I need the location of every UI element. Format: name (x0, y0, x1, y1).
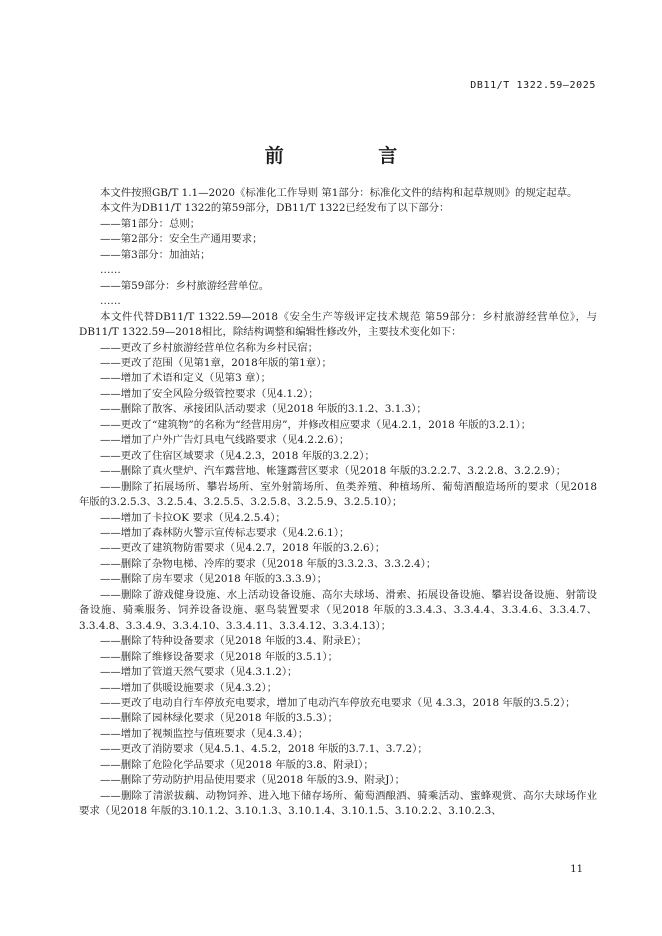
list-item: ——更改了“建筑物”的名称为“经营用房”，并修改相应要求（见4.2.1，2018 年版的3.2.1）； (100, 418, 532, 431)
list-item: ——增加了视频监控与值班要求（见4.3.4）； (100, 727, 309, 740)
standard-code-header: DB11/T 1322.59—2025 (470, 80, 596, 91)
list-item: ——删除了特种设备要求（见2018 年版的3.4、附录E）； (100, 635, 367, 648)
page-title: 前 言 (264, 145, 442, 167)
list-item: ——增加了管道天然气要求（见4.3.1.2）； (100, 666, 298, 679)
paragraph: 本文件代替DB11/T 1322.59—2018《安全生产等级评定技术规范 第59部分：乡村旅游经营单位》，与DB11/T 1322.59—2018相比，除结构调整和编辑性修改外，主要技术变化如下： (79, 310, 597, 339)
list-item: ——删除了游戏健身设施、水上活动设备设施、高尔夫球场、滑索、拓展设备设施、攀岩设备设施、射箭设备设施、骑乘服务、饲养设备设施、驱鸟装置要求（见2018 年版的3.3.4.3、3.3.4.4、3.3.4.6、3.3.4.7、3.3.4.8、3.3.4.9、3.3.4.10、3.3.4.11、3.3.4.12、3.3.4.13）； (79, 588, 597, 632)
list-item: ——删除了杂物电梯、冷库的要求（见2018 年版的3.3.2.3、3.3.2.4）； (100, 557, 437, 570)
list-item: ——更改了消防要求（见4.5.1、4.5.2，2018 年版的3.7.1、3.7.2）； (100, 743, 428, 756)
list-item: ——更改了范围（见第1章，2018年版的第1章）； (100, 356, 332, 369)
list-item: ——增加了森林防火警示宣传标志要求（见4.2.6.1）； (100, 526, 350, 539)
list-item: ——删除了园林绿化要求（见2018 年版的3.5.3）； (100, 712, 339, 725)
list-item: ——增加了卡拉OK 要求（见4.2.5.4）； (100, 511, 286, 524)
list-item: ——第3部分：加油站； (100, 248, 211, 261)
list-item: ——更改了乡村旅游经营单位名称为乡村民宿； (100, 341, 319, 354)
foreword-body (79, 186, 597, 820)
list-item: ——第1部分：总则； (100, 217, 201, 230)
list-item: ——增加了安全风险分级管控要求（见4.1.2）； (100, 387, 319, 400)
list-item: ——删除了维修设备要求（见2018 年版的3.5.1）； (100, 650, 339, 663)
list-item: ——第2部分：安全生产通用要求； (100, 233, 263, 246)
list-item: ——更改了住宿区域要求（见4.2.3，2018 年版的3.2.2）； (100, 449, 375, 462)
page-number: 11 (570, 864, 583, 875)
list-item: ——删除了散客、承接团队活动要求（见2018 年版的3.1.2、3.1.3）； (100, 403, 427, 416)
list-item: ——更改了建筑物防雷要求（见4.2.7，2018 年版的3.2.6）； (100, 542, 386, 555)
list-item: ——删除了危险化学品要求（见2018 年版的3.8、附录I）； (100, 758, 374, 771)
list-item: ——删除了劳动防护用品使用要求（见2018 年版的3.9、附录J）； (100, 774, 405, 787)
list-item: ——第59部分：乡村旅游经营单位。 (100, 279, 270, 292)
list-item: ——删除了拓展场所、攀岩场所、室外射箭场所、鱼类养殖、种植场所、葡萄酒酿造场所的要求（见2018 年版的3.2.5.3、3.2.5.4、3.2.5.5、3.2.5.8、3.2.5.9、3.2.5.10）； (79, 480, 597, 509)
list-item: ——删除了清淤拔藕、动物饲养、进入地下储存场所、葡萄酒酿酒、骑乘活动、蜜蜂观赏、高尔夫球场作业要求（见2018 年版的3.10.1.2、3.10.1.3、3.10.1.4、3.10.1.5、3.10.2.2、3.10.2.3、 (79, 789, 597, 818)
paragraph: 本文件为DB11/T 1322的第59部分，DB11/T 1322已经发布了以下部分： (100, 202, 450, 215)
list-item: ——增加了户外广告灯具电气线路要求（见4.2.2.6）； (100, 434, 350, 447)
ellipsis: …… (100, 295, 121, 308)
ellipsis: …… (100, 264, 121, 277)
list-item: ——增加了术语和定义（见第3 章）； (100, 372, 271, 385)
list-item: ——更改了电动自行车停放充电要求，增加了电动汽车停放充电要求（见 4.3.3，2018 年版的3.5.2）； (100, 696, 576, 709)
list-item: ——增加了供暖设施要求（见4.3.2）； (100, 681, 278, 694)
list-item: ——删除了房车要求（见2018 年版的3.3.3.9）； (100, 573, 328, 586)
list-item: ——删除了真火壁炉、汽车露营地、帐篷露营区要求（见2018 年版的3.2.2.7、3.2.2.8、3.2.2.9）； (100, 465, 567, 478)
paragraph: 本文件按照GB/T 1.1—2020《标准化工作导则 第1部分：标准化文件的结构和起草规则》的规定起草。 (100, 187, 578, 199)
